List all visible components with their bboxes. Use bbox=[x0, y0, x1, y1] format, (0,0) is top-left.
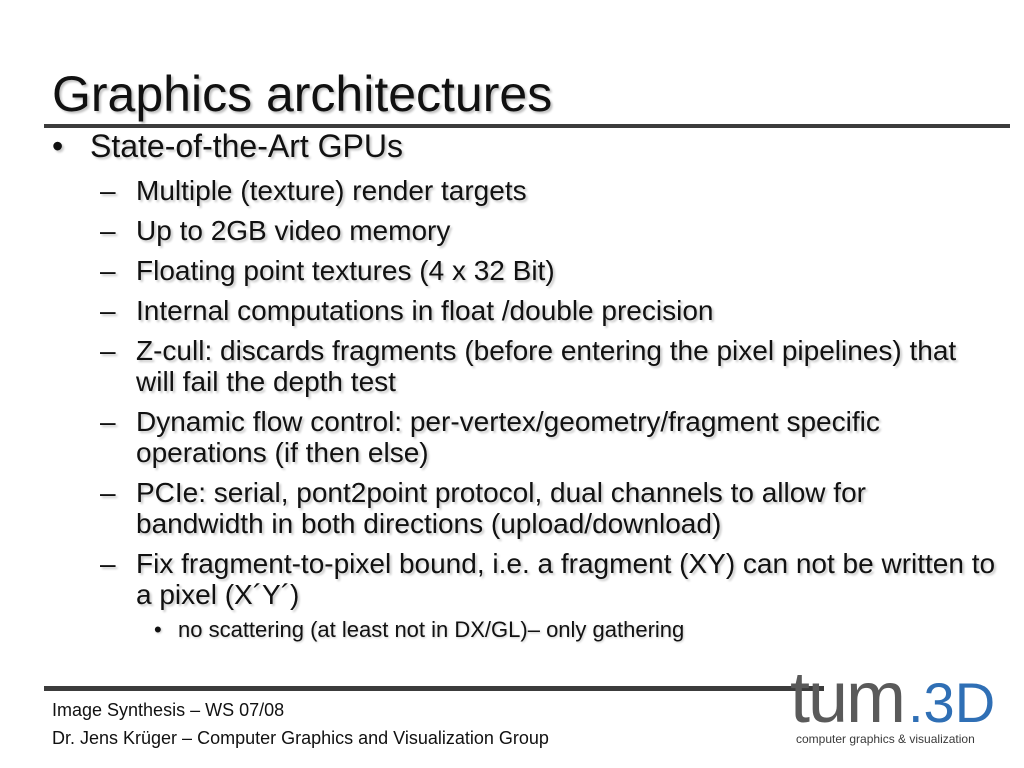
list-item-text: Z-cull: discards fragments (before entering the pixel pipelines) that will fail the depth test bbox=[136, 335, 957, 397]
dash-icon: – bbox=[100, 255, 116, 286]
list-item bbox=[50, 255, 1000, 286]
logo-mark-text: tum bbox=[790, 658, 905, 738]
list-item bbox=[50, 406, 1000, 468]
list-item bbox=[50, 126, 1000, 166]
list-item bbox=[50, 215, 1000, 246]
dash-icon: – bbox=[100, 175, 116, 206]
list-item bbox=[50, 335, 1000, 397]
list-item-text: Internal computations in float /double precision bbox=[136, 295, 714, 326]
dash-icon: – bbox=[100, 295, 116, 326]
dash-icon: – bbox=[100, 548, 116, 579]
slide-title: Graphics architectures bbox=[52, 66, 553, 122]
list-item bbox=[50, 295, 1000, 326]
dash-icon: – bbox=[100, 335, 116, 366]
list-item bbox=[50, 477, 1000, 539]
bullet-icon: • bbox=[52, 128, 64, 164]
dash-icon: – bbox=[100, 215, 116, 246]
list-item-text: no scattering (at least not in DX/GL)– only gathering bbox=[178, 617, 685, 642]
footer-author: Dr. Jens Krüger – Computer Graphics and Visualization Group bbox=[52, 728, 549, 748]
list-item-text: Floating point textures (4 x 32 Bit) bbox=[136, 255, 555, 286]
logo-mark-suffix: .3D bbox=[908, 671, 996, 734]
list-item-text: PCIe: serial, pont2point protocol, dual channels to allow for bandwidth in both directions (upload/download) bbox=[136, 477, 866, 539]
list-item-text: Dynamic flow control: per-vertex/geometry/fragment specific operations (if then else) bbox=[136, 406, 880, 468]
logo-subtitle: computer graphics & visualization bbox=[796, 732, 975, 746]
list-item-text: State-of-the-Art GPUs bbox=[90, 128, 403, 164]
list-item bbox=[50, 175, 1000, 206]
list-item-text: Multiple (texture) render targets bbox=[136, 175, 527, 206]
list-item-text: Up to 2GB video memory bbox=[136, 215, 451, 246]
list-item-text: Fix fragment-to-pixel bound, i.e. a fragment (XY) can not be written to a pixel (X´Y´) bbox=[136, 548, 996, 610]
dash-icon: – bbox=[100, 477, 116, 508]
footer-divider bbox=[44, 686, 824, 691]
footer-course: Image Synthesis – WS 07/08 bbox=[52, 700, 285, 720]
dash-icon: – bbox=[100, 406, 116, 437]
list-item bbox=[50, 616, 1000, 644]
list-item bbox=[50, 548, 1000, 610]
bullet-icon: • bbox=[154, 617, 162, 642]
slide-content bbox=[50, 126, 1000, 644]
